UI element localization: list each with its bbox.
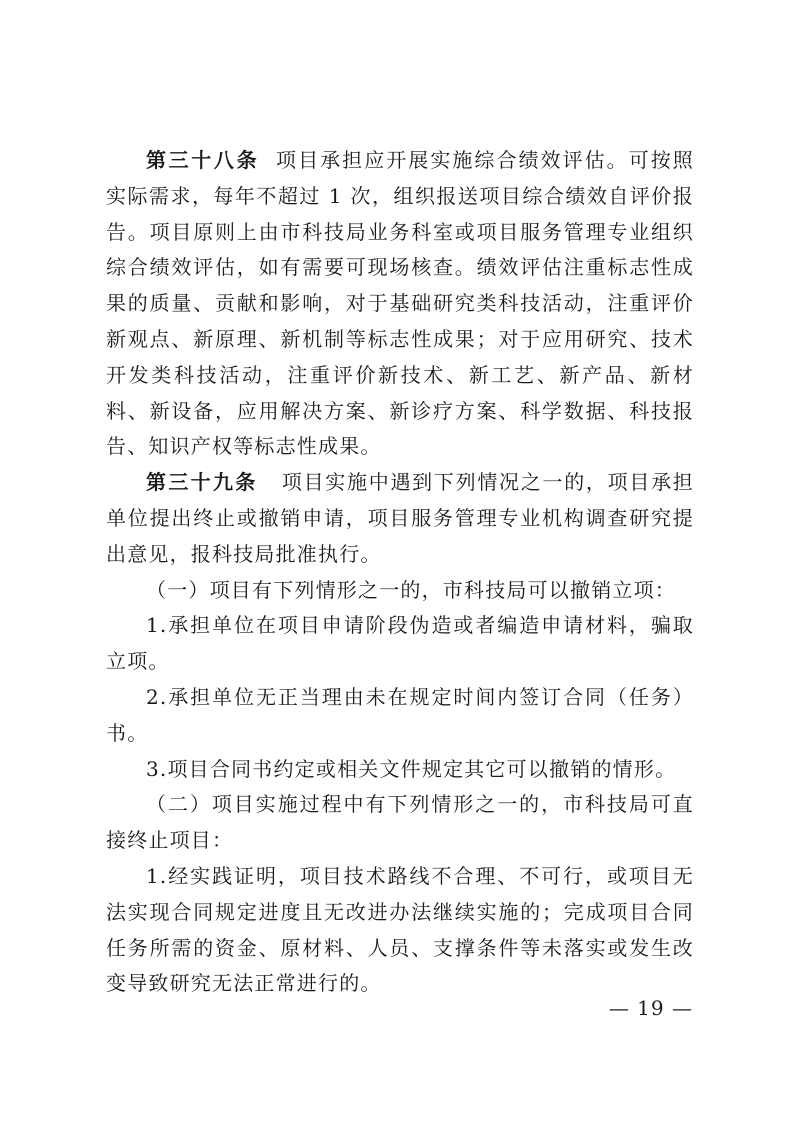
article-39-paragraph: [106, 465, 694, 572]
article-38-text: 项目承担应开展实施综合绩效评估。可按照实际需求，每年不超过 1 次，组织报送项目综合绩效自评价报告。项目原则上由市科技局业务科室或项目服务管理专业组织综合绩效评估，如有需要可现场核查。绩效评估注重标志性成果的质量、贡献和影响，对于基础研究类科技活动，注重评价新观点、新原理、新机制等标志性成果；对于应用研究、技术开发类科技活动，注重评价新技术、新工艺、新产品、新材料、新设备，应用解决方案、新诊疗方案、科学数据、科技报告、知识产权等标志性成果。: [106, 148, 694, 459]
section-1-item-2: 2.承担单位无正当理由未在规定时间内签订合同（任务）书。: [106, 684, 694, 745]
section-1-item-1: 1.承担单位在项目申请阶段伪造或者编造申请材料，骗取立项。: [106, 613, 694, 674]
section-2-item-1: 1.经实践证明，项目技术路线不合理、不可行，或项目无法实现合同规定进度且无改进办法继续实施的；完成项目合同任务所需的资金、原材料、人员、支撑条件等未落实或发生改变导致研究无法正常进行的。: [106, 863, 694, 996]
article-39-label: 第三十九条: [146, 470, 258, 495]
section-1-heading: （一）项目有下列情形之一的，市科技局可以撤销立项：: [146, 577, 676, 602]
article-38-paragraph: [106, 143, 694, 465]
article-38-label: 第三十八条: [146, 148, 260, 172]
article-39-text: 项目实施中遇到下列情况之一的，项目承担单位提出终止或撤销申请，项目服务管理专业机构调查研究提出意见，报科技局批准执行。: [106, 470, 694, 566]
document-body: [106, 143, 694, 1002]
section-1-item-3: 3.项目合同书约定或相关文件规定其它可以撤销的情形。: [146, 756, 677, 781]
page-number: — 19 —: [608, 996, 693, 1020]
section-2-heading: （二）项目实施过程中有下列情形之一的，市科技局可直接终止项目：: [106, 792, 694, 853]
